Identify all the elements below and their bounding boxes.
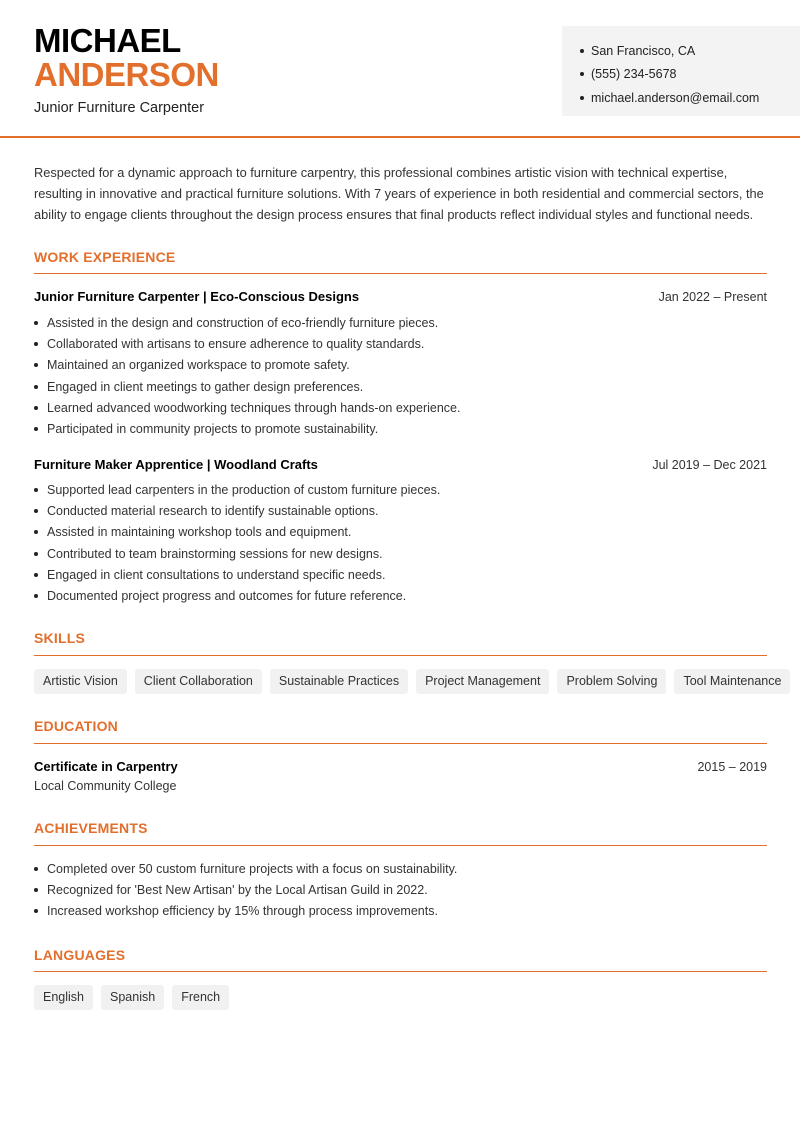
achievements-list xyxy=(34,858,767,922)
list-item xyxy=(34,312,767,333)
list-item xyxy=(34,858,767,879)
first-name: MICHAEL xyxy=(34,22,181,59)
list-item-text: Assisted in maintaining workshop tools and equipment. xyxy=(47,525,352,540)
list-item-text: Supported lead carpenters in the production of custom furniture pieces. xyxy=(47,482,441,497)
list-item xyxy=(34,333,767,354)
languages-heading: LANGUAGES xyxy=(34,947,126,963)
job-role: Junior Furniture Carpenter | Eco-Conscious Designs xyxy=(34,289,360,304)
list-item-text: Documented project progress and outcomes for future reference. xyxy=(47,589,407,604)
language-chip: Spanish xyxy=(101,985,164,1010)
language-chip: French xyxy=(172,985,229,1010)
list-item xyxy=(34,376,767,397)
education-degree: Certificate in Carpentry xyxy=(34,759,178,774)
list-item-text: Contributed to team brainstorming sessions for new designs. xyxy=(47,546,383,561)
section-divider xyxy=(34,655,767,656)
contact-phone xyxy=(580,63,800,87)
bullet-icon xyxy=(580,72,584,76)
languages-list xyxy=(34,985,229,1010)
list-item xyxy=(34,500,767,521)
contact-email xyxy=(580,86,800,110)
bullet-icon xyxy=(34,909,38,913)
list-item-text: Conducted material research to identify sustainable options. xyxy=(47,503,379,518)
skill-chip: Client Collaboration xyxy=(135,669,262,694)
bullet-icon xyxy=(34,594,38,598)
list-item xyxy=(34,543,767,564)
bullet-icon xyxy=(34,867,38,871)
language-chip: English xyxy=(34,985,93,1010)
last-name: ANDERSON xyxy=(34,56,219,93)
resume-header xyxy=(0,0,800,138)
professional-summary: Respected for a dynamic approach to furniture carpentry, this professional combines artistic vision with technical expertise, resulting in innovative and practical furniture solutions. With 7 years of experience in both residential and commercial sectors, the ability to engage clients throughout the design process ensures that final products reflect individual styles and functional needs. xyxy=(34,165,764,222)
contact-location xyxy=(580,39,800,63)
list-item-text: Participated in community projects to promote sustainability. xyxy=(47,422,379,437)
bullet-icon xyxy=(34,530,38,534)
bullet-icon xyxy=(580,49,584,53)
job-title: Junior Furniture Carpenter xyxy=(34,100,205,116)
bullet-icon xyxy=(34,406,38,410)
bullet-icon xyxy=(580,96,584,100)
list-item-text: Assisted in the design and construction of eco-friendly furniture pieces. xyxy=(47,315,439,330)
job-bullets xyxy=(34,479,767,607)
bullet-icon xyxy=(34,552,38,556)
list-item-text: Engaged in client consultations to understand specific needs. xyxy=(47,567,386,582)
list-item-text: Collaborated with artisans to ensure adherence to quality standards. xyxy=(47,336,425,351)
education-school: Local Community College xyxy=(34,779,177,793)
list-item-text: Completed over 50 custom furniture projects with a focus on sustainability. xyxy=(47,861,458,876)
education-heading: EDUCATION xyxy=(34,718,118,734)
section-divider xyxy=(34,273,767,274)
list-item xyxy=(34,397,767,418)
list-item xyxy=(34,585,767,606)
bullet-icon xyxy=(34,488,38,492)
list-item-text: Increased workshop efficiency by 15% through process improvements. xyxy=(47,904,438,919)
education-entry-header xyxy=(34,759,767,774)
work-experience-heading: WORK EXPERIENCE xyxy=(34,249,176,265)
list-item xyxy=(34,522,767,543)
skills-heading: SKILLS xyxy=(34,630,85,646)
skill-chip: Problem Solving xyxy=(557,669,666,694)
list-item xyxy=(34,418,767,439)
list-item-text: Maintained an organized workspace to promote safety. xyxy=(47,358,350,373)
bullet-icon xyxy=(34,573,38,577)
list-item-text: Engaged in client meetings to gather design preferences. xyxy=(47,379,364,394)
bullet-icon xyxy=(34,427,38,431)
list-item-text: Learned advanced woodworking techniques through hands-on experience. xyxy=(47,400,461,415)
list-item xyxy=(34,479,767,500)
contact-phone-text: (555) 234-5678 xyxy=(591,67,677,82)
section-divider xyxy=(34,845,767,846)
job-entry-header xyxy=(34,289,767,304)
job-date: Jan 2022 – Present xyxy=(658,290,767,304)
bullet-icon xyxy=(34,321,38,325)
job-entry-header xyxy=(34,457,767,472)
skill-chip: Sustainable Practices xyxy=(270,669,408,694)
skill-chip: Artistic Vision xyxy=(34,669,127,694)
contact-location-text: San Francisco, CA xyxy=(591,43,696,58)
job-bullets xyxy=(34,312,767,440)
contact-email-text: michael.anderson@email.com xyxy=(591,90,760,105)
skill-chip: Tool Maintenance xyxy=(674,669,790,694)
job-role: Furniture Maker Apprentice | Woodland Crafts xyxy=(34,457,318,472)
list-item xyxy=(34,879,767,900)
skill-chip: Project Management xyxy=(416,669,549,694)
bullet-icon xyxy=(34,888,38,892)
achievements-heading: ACHIEVEMENTS xyxy=(34,820,148,836)
list-item-text: Recognized for 'Best New Artisan' by the Local Artisan Guild in 2022. xyxy=(47,882,428,897)
list-item xyxy=(34,355,767,376)
education-date: 2015 – 2019 xyxy=(697,760,767,774)
list-item xyxy=(34,564,767,585)
job-date: Jul 2019 – Dec 2021 xyxy=(652,458,767,472)
contact-box xyxy=(562,26,800,116)
section-divider xyxy=(34,971,767,972)
bullet-icon xyxy=(34,385,38,389)
skills-list xyxy=(34,669,790,694)
section-divider xyxy=(34,743,767,744)
bullet-icon xyxy=(34,342,38,346)
bullet-icon xyxy=(34,509,38,513)
bullet-icon xyxy=(34,363,38,367)
list-item xyxy=(34,901,767,922)
